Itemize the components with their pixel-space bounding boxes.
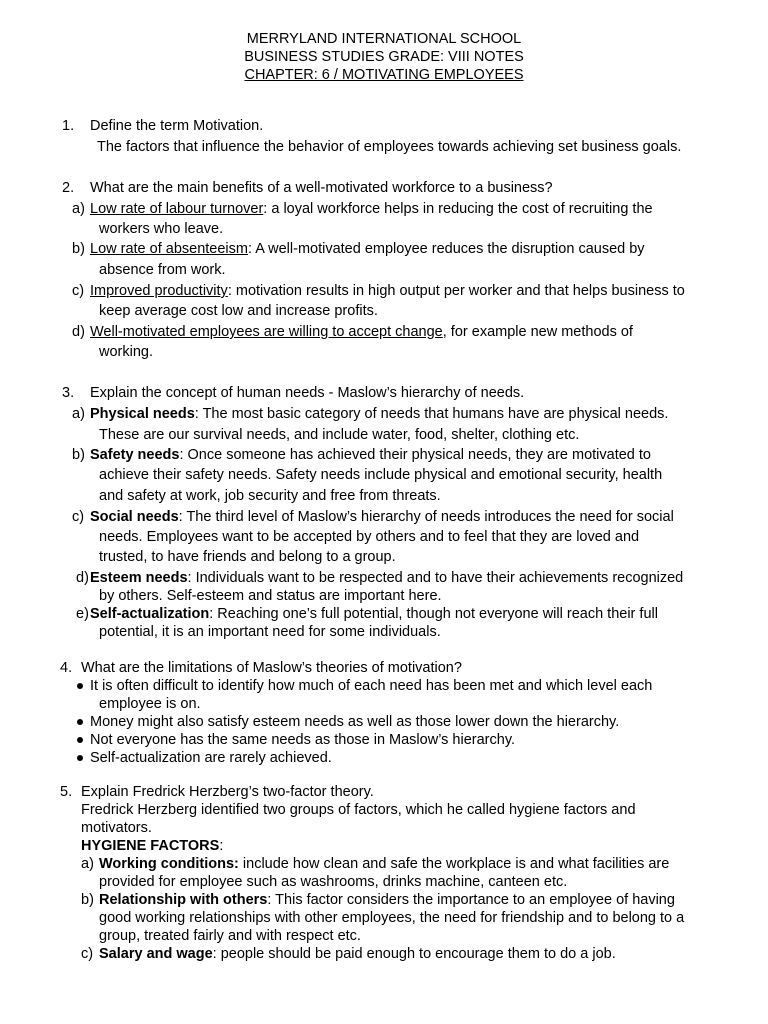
item-text: working. xyxy=(99,344,153,360)
item-marker: c) xyxy=(81,946,94,962)
item-text: : a loyal workforce helps in reducing the cost of recruiting the xyxy=(263,201,653,217)
item-term: Working conditions: xyxy=(99,856,239,872)
item-text: : The most basic category of needs that humans have are physical needs. xyxy=(194,406,669,422)
item-marker: c) xyxy=(72,509,85,525)
question-text: What are the main benefits of a well-motivated workforce to a business? xyxy=(90,180,553,196)
document-header xyxy=(0,30,768,84)
item-text: employee is on. xyxy=(99,696,201,712)
item-term: Relationship with others xyxy=(99,892,268,908)
item-text: : people should be paid enough to encourage them to do a job. xyxy=(212,946,616,962)
item-text: needs. Employees want to be accepted by others and to feel that they are loved and xyxy=(99,529,640,545)
item-text: Self-actualization are rarely achieved. xyxy=(90,750,332,766)
item-text: potential, it is an important need for some individuals. xyxy=(99,624,441,640)
item-text: : This factor considers the importance to an employee of having xyxy=(267,892,675,908)
item-term: Safety needs xyxy=(90,447,180,463)
bullet-icon xyxy=(77,683,83,689)
intro-text: motivators. xyxy=(81,820,152,836)
item-marker: b) xyxy=(72,447,85,463)
item-term: Social needs xyxy=(90,509,179,525)
bullet-icon xyxy=(77,719,83,725)
item-marker: a) xyxy=(72,406,85,422)
item-text: These are our survival needs, and include water, food, shelter, clothing etc. xyxy=(99,427,580,443)
item-marker: e) xyxy=(76,606,89,622)
question-text: Define the term Motivation. xyxy=(90,118,264,134)
question-text: What are the limitations of Maslow’s theories of motivation? xyxy=(81,660,462,676)
item-text: achieve their safety needs. Safety needs include physical and emotional security, health xyxy=(99,467,663,483)
item-text: workers who leave. xyxy=(99,221,224,237)
intro-text: Fredrick Herzberg identified two groups of factors, which he called hygiene factors and xyxy=(81,802,636,818)
item-text: , for example new methods of xyxy=(442,324,633,340)
question-text: Explain Fredrick Herzberg’s two-factor theory. xyxy=(81,784,374,800)
section-heading: HYGIENE FACTORS xyxy=(81,838,220,854)
bullet-icon xyxy=(77,755,83,761)
item-text: : motivation results in high output per worker and that helps business to xyxy=(227,283,685,299)
item-text: by others. Self-esteem and status are important here. xyxy=(99,588,442,604)
item-text: keep average cost low and increase profits. xyxy=(99,303,378,319)
item-marker: a) xyxy=(72,201,85,217)
item-text: and safety at work, job security and free from threats. xyxy=(99,488,441,504)
item-marker: b) xyxy=(81,892,94,908)
item-text: group, treated fairly and with respect etc. xyxy=(99,928,361,944)
question-number: 2. xyxy=(62,180,75,196)
item-text: include how clean and safe the workplace is and what facilities are xyxy=(238,856,670,872)
item-term: Improved productivity xyxy=(90,283,228,299)
item-term: Well-motivated employees are willing to accept change xyxy=(90,324,443,340)
answer-text: The factors that influence the behavior of employees towards achieving set business goals. xyxy=(97,139,682,155)
school-name: MERRYLAND INTERNATIONAL SCHOOL xyxy=(246,31,522,47)
item-term: Physical needs xyxy=(90,406,195,422)
item-term: Low rate of labour turnover xyxy=(90,201,264,217)
item-text: It is often difficult to identify how much of each need has been met and which level each xyxy=(90,678,653,694)
question-number: 4. xyxy=(60,660,73,676)
item-marker: d) xyxy=(72,324,85,340)
question-text: Explain the concept of human needs - Maslow’s hierarchy of needs. xyxy=(90,385,525,401)
chapter-title: CHAPTER: 6 / MOTIVATING EMPLOYEES xyxy=(244,67,524,83)
notes-title: BUSINESS STUDIES GRADE: VIII NOTES xyxy=(244,49,524,65)
item-text: : A well-motivated employee reduces the disruption caused by xyxy=(247,241,645,257)
item-text: Money might also satisfy esteem needs as well as those lower down the hierarchy. xyxy=(90,714,620,730)
item-text: : Individuals want to be respected and to have their achievements recognized xyxy=(187,570,684,586)
item-text: provided for employee such as washrooms, drinks machine, canteen etc. xyxy=(99,874,568,890)
item-marker: a) xyxy=(81,856,94,872)
item-text: good working relationships with other employees, the need for friendship and to belong to a xyxy=(99,910,685,926)
item-marker: d) xyxy=(76,570,89,586)
item-term: Low rate of absenteeism xyxy=(90,241,248,257)
question-number: 5. xyxy=(60,784,73,800)
bullet-icon xyxy=(77,737,83,743)
item-term: Self-actualization xyxy=(90,606,210,622)
question-number: 1. xyxy=(62,118,75,134)
item-marker: b) xyxy=(72,241,85,257)
item-text: : Reaching one’s full potential, though not everyone will reach their full xyxy=(209,606,658,622)
item-text: trusted, to have friends and belong to a group. xyxy=(99,549,396,565)
item-text: absence from work. xyxy=(99,262,226,278)
question-number: 3. xyxy=(62,385,75,401)
item-text: : The third level of Maslow’s hierarchy of needs introduces the need for social xyxy=(178,509,674,525)
item-marker: c) xyxy=(72,283,85,299)
item-text: : Once someone has achieved their physical needs, they are motivated to xyxy=(179,447,651,463)
heading-colon: : xyxy=(219,838,224,854)
item-text: Not everyone has the same needs as those in Maslow’s hierarchy. xyxy=(90,732,516,748)
item-term: Salary and wage xyxy=(99,946,213,962)
item-term: Esteem needs xyxy=(90,570,188,586)
